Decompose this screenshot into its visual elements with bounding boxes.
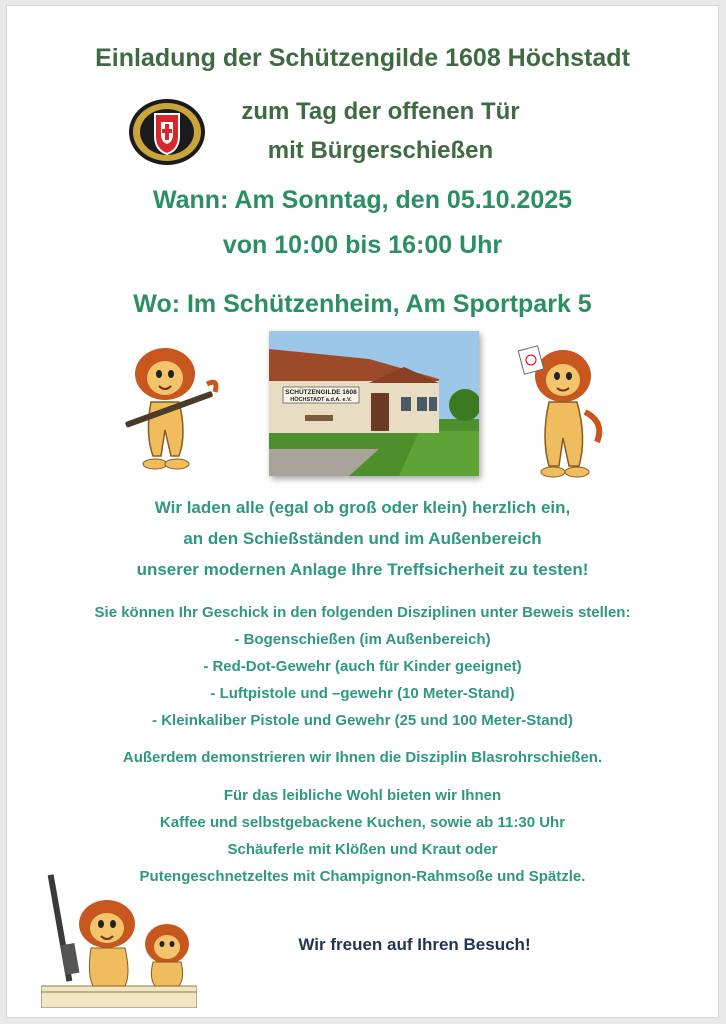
disciplines-heading: Sie können Ihr Geschick in den folgenden Disziplinen unter Beweis stellen: xyxy=(94,604,631,621)
lion-mascot-rifle-illustration xyxy=(115,344,225,476)
event-subtitle-line1: zum Tag der offenen Tür xyxy=(241,98,520,125)
food-line: Putengeschnetzeltes mit Champignon-Rahmsoße und Spätzle. xyxy=(139,868,586,885)
clubhouse-photo xyxy=(269,331,479,476)
building-sign-line1: SCHÜTZENGILDE 1608 xyxy=(285,389,357,396)
blasrohr-note: Außerdem demonstrieren wir Ihnen die Disziplin Blasrohrschießen. xyxy=(122,749,603,766)
event-date: Wann: Am Sonntag, den 05.10.2025 xyxy=(152,186,573,214)
food-line: Für das leibliche Wohl bieten wir Ihnen xyxy=(223,787,502,804)
discipline-item: - Bogenschießen (im Außenbereich) xyxy=(234,631,491,648)
event-location: Wo: Im Schützenheim, Am Sportpark 5 xyxy=(133,290,592,318)
food-line: Kaffee und selbstgebackene Kuchen, sowie ab 11:30 Uhr xyxy=(159,814,566,831)
page-title: Einladung der Schützengilde 1608 Höchstadt xyxy=(95,44,630,72)
discipline-item: - Kleinkaliber Pistole und Gewehr (25 und 100 Meter-Stand) xyxy=(152,712,573,729)
event-time: von 10:00 bis 16:00 Uhr xyxy=(222,231,503,259)
lion-mascot-target-card-illustration xyxy=(515,342,611,480)
building-sign-line2: HÖCHSTADT a.d.A. e.V. xyxy=(290,397,352,403)
flyer-page xyxy=(6,5,719,1018)
intro-line: an den Schießständen und im Außenbereich xyxy=(183,529,542,548)
discipline-item: - Luftpistole und –gewehr (10 Meter-Stand) xyxy=(210,685,515,702)
discipline-item: - Red-Dot-Gewehr (auch für Kinder geeignet) xyxy=(203,658,522,675)
intro-line: Wir laden alle (egal ob groß oder klein) herzlich ein, xyxy=(154,498,571,517)
closing-message: Wir freuen auf Ihren Besuch! xyxy=(298,935,531,954)
intro-line: unserer modernen Anlage Ihre Treffsicherheit zu testen! xyxy=(136,560,589,579)
food-line: Schäuferle mit Klößen und Kraut oder xyxy=(227,841,498,858)
event-subtitle-line2: mit Bürgerschießen xyxy=(267,137,494,164)
